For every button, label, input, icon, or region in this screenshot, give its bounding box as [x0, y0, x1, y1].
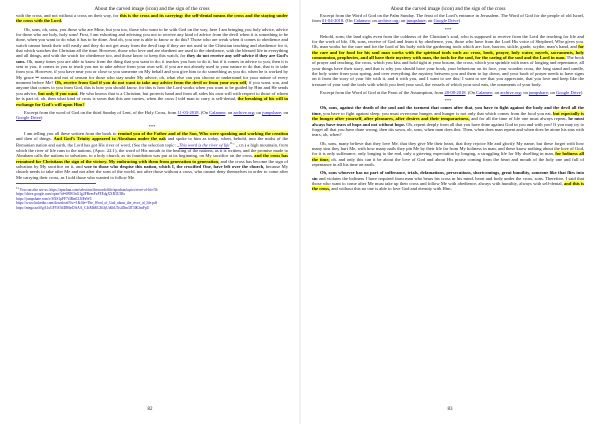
- right-paragraph-2: Behold, sons; the land sighs even from the coldness of the Christian’s soul, who is supposed to receive from the Lord the teaching for life and for the work of life. Oh, sons, receive of God and learn it by obedience, you, those who have from the Lord His voice of Shepherd, Who gives you. Oh, man works for the care and for the food of his body with the gardening tools which are: hoe, harrow, sickle, grade, scythe, man’s hand, and for the care and for food for his soul man works with the spiritual tools such as: cross, book, prayer, holy water, myrrh, sacraments, holy communion, prophecies, and all have their mystery with man, the tools for the soul, for the caring of the soul and the Lord in man. The book of prayer and teaching, the cross, which you kiss and hold tight at your bosom, the cross, which you sprinkle with tears of longing and repentance, all your things have their story, and that is why you should have your book, your behaviour on its face, your wooden cross, the long stand and candle, the holy water from your spring, and over everything the mystery between you and them to lay down, and your book of prayer needs to have signs on it from the story of your life with it, and it with you, and I want to see this; I want to see that you appreciate, that you love and keep like the treasure of your soul the tools with which you feed your soul, the vessels of which your soul eats, the ornaments of your body.: [312, 33, 584, 87]
- jumpshare-link[interactable]: jumpshare: [262, 109, 282, 115]
- left-excerpt-source: Excerpt from the word of God on the third Sunday of Lent, of the Holy Cross, from 11-03-2018. (On Calameo; on archive.org; on jumpshare; on Google Drive): [16, 109, 288, 121]
- highlight: and the cross has remained for Christians the sign of the victory. My embracing with them from generation to generation,: [16, 153, 288, 164]
- right-page-number: 83: [447, 407, 453, 412]
- jumpshare-link[interactable]: jumpshare: [406, 18, 426, 24]
- footnote-item[interactable]: https://drive.google.com/open?id=0BW3nG1g2FReesFxFEEdgXXR3U3Rs: [16, 192, 126, 197]
- highlight: and this is the cross,: [312, 180, 584, 192]
- jumpshare-link[interactable]: jumpshare: [528, 90, 548, 96]
- left-running-header: About the carved image (icon) and the sign of the cross: [94, 6, 210, 12]
- highlight: but only if you want.: [38, 90, 79, 96]
- google-drive-link[interactable]: Google Drive: [16, 115, 41, 121]
- footnote-item[interactable]: https://jumpshare.com/v/SXS1pFF7t3RmCIJ4PaW6: [16, 196, 92, 201]
- footnote-item[interactable]: https://mega.nz/#!gA1xGFYA!bIDR6eDAAA_C4fMbRCZ63jUtKhUXs4Dm3lT3lK3mFpU: [16, 205, 150, 210]
- right-page: [300, 0, 600, 424]
- right-paragraph-4: Oh, sons, against the death of the soul and the torment that comes after that, you have to fight against the body and the devil all the time, you have to fight against sleep, you must overcome hunger, and hunger is not only that which comes from the food you eat, but especially is the hunger after yourself, after pleasures, after desires and their temporariness, and for all the time of life one must always repent, he must always have tears of hope and not without hope. Oh, repent deeply from all that you have done against God in you and with you! If you may try to forget all that you have done wrong, then itis sown, oh, sons, when man does this. Then, when does man repent and when does he atone his sins with tears, oh, when?: [312, 105, 584, 138]
- left-paragraph-4: I am telling you all these written from the book to remind you of the Father and of the Son, Who were speaking and working the creation and then of things. And God’s Trinity appeared to Abraham under the oak and spoke to him as today, when, behold, into the midst of the Romanian nation and earth, the Lord has got His river of word, (See the selection topic: „This word is the river of life$^{11}$” „ r.n.) a high mountain, from which the river of life runs to the nations, (Apoc. 22:1), the word of His mouth to the healing of the nations, as it is written, and the promise made to Abraham calls the nations to salvation, to a holy church, as its foundation was put at its beginning, on My sacrifice on the cross, and the cross has remained for Christians the sign of the victory. My embracing with them from generation to generation, and the cross has become the sign of salvation by My sacrifice on it, and woe to those who despise this nation, which I, the crucified One, have left over the church, because My church needs to take after Me and not after the sons of the world, not after those without a cross, who cannot deny themselves in order to come after Me carrying their cross, as I told those who wanted to follow Me.: [16, 130, 288, 180]
- highlight: for holiness all the time,: [312, 151, 584, 162]
- footnote-item[interactable]: https://www.linkedin.com/download?fw=1&file=The_Word_of_God_about_the_river_of_life.pdf: [16, 201, 157, 206]
- footnote-item[interactable]: $^{11}$ You can also see us: https://apachan.com/selection/thewordoflife/apachan/topics/river-of-life/56: [16, 185, 158, 192]
- right-excerpt-source-2: Excerpt from the Word of God at the Feast of the Assumption, from 28-08-2018. (On Calameo; on archive.org; on jumpshare; on Google Drive): [320, 90, 583, 96]
- left-body-text: [16, 13, 288, 180]
- date-link[interactable]: 11-03-2018: [177, 109, 199, 115]
- date-link[interactable]: 01-04-2018: [321, 18, 344, 24]
- google-drive-link[interactable]: Google Drive: [433, 18, 459, 24]
- topic-link[interactable]: This word is the river of life: [178, 142, 230, 148]
- footnote-ref[interactable]: 11: [229, 141, 233, 146]
- calameo-link[interactable]: Calameo: [476, 90, 493, 96]
- highlight: And God’s Trinity appeared to Abraham under the oak: [53, 135, 166, 141]
- highlight: for the care and for food for his soul man works with the spiritual tools such as: cross, book, prayer, holy water, myrrh, sacraments, holy communion, prophecies, and all have their mystery with man, the tools for the soul, for the caring of the soul and the Lord in man.: [312, 44, 584, 61]
- highlight: this is the cross and its carrying: the self-denial means the cross and the staying under the cross with the Lord.: [16, 13, 288, 24]
- left-paragraph-2: Oh, sons, oh, sons, you those who are Mine, but you too, those who want to be with God on the way, here I am bringing you holy advice, advice for those who are holy, holy sons! First, I am exhorting and advising you not to receive any kind of advice from the devil when it is something to be done, when you want to do what it has to be done. And oh, you one is able to know or do this? Those who are weak when it comes to obedience and watch cannot break their will easily and they do not get away from the devil trap if they are not used to the Christian teaching and obedience for it, that which watches the Christian all the time. However, those who love and are obedient are used to the obedience, with the blessed life in everything and all things, and with the watch for obedience too, and those know to keep this watch, for they do not receive any self-advice if they are God’s sons. Oh, many times you are able to know from the thing that you want to do; it teaches you how to do it, but if it comes in advice to you, then it is sent to you, it comes to you to teach you not to take advice from your own self, if you are not already used to your nature to do that, that is to take from you. However, if you have near you or close to you someone on My behalf and you give him to do something as you do, when he is worked by My grace ⇒ season and not of season for those who stay under My advice, oh, what else can you choose or understand for your nature of every moment before Me? Oh, receive from God if you do not want to take any advice from the devil or from your own self, if you want, son, and anyone that comes to you from God, this is how you should know, for this is how the Lord works when you want to be guided by Him and He sends you advice, but only if you want. He who knows that is a Christian, but protects hand and from all sides his own will with respect to those of whom he is part of, oh, then what kind of cross is sown that this one carries, when the cross I told man to carry is self-denial, the breaking of his will in exchange for God’s will upon Him?: [16, 26, 288, 107]
- archive-org-link[interactable]: archive.org: [500, 90, 521, 96]
- google-drive-link[interactable]: Google Drive: [555, 90, 581, 96]
- section-separator: ***: [444, 98, 452, 104]
- highlight: remind you of the Father and of the Son, Who were speaking and working the creation: [117, 130, 288, 136]
- right-paragraph-5: Oh, sons, many believe that they love Me, that they give Me their heart, that they rejoice Me and glorify My name, but these forget with how many sins they hurt Me, with how many nails they pin Me by their life far from My holiness in man, and these know nothing about the love of God, for it is only sufferance, only longing to the end, only a grieving expectation by longing, a struggling life for My dwelling in man, for holiness all the time, oh, and only this can it be about the love of God and about His praise coming from the heart and mouth of the holy one and full of repentance in all his time on earth.: [312, 140, 584, 167]
- section-separator: ***: [148, 123, 156, 129]
- footnote-rule: [16, 183, 96, 184]
- left-page-number: 82: [147, 407, 153, 412]
- highlight: the breaking of his will in exchange for God’s will upon Him?: [16, 96, 288, 107]
- calameo-link[interactable]: Calameo: [353, 18, 370, 24]
- section-separator: ***: [444, 26, 452, 32]
- left-paragraph-1: with the cross, and not without a cross on their way, for this is the cross and its carrying: the self-denial means the cross and the staying under the cross with the Lord.: [16, 13, 288, 24]
- archive-org-link[interactable]: archive.org: [377, 18, 399, 24]
- right-body-text: [312, 13, 584, 192]
- right-paragraph-6: Oh, sons whoever has no part of sufferance, trials, defamations, persecutions, shortcomings, great humility, someone like that flies into sin and violates the holiness I have required from man who bears his cross in his mind, heart and body under the cross, sons. Therefore, I said that those who want to come after Me must take up their cross and follow Me with obedience, always with humility, always with self-denial, and this is the cross, and without this no one is able to love God and eternity with Him.: [312, 170, 584, 192]
- highlight: but especially is the hunger after yourself, after pleasures, after desires and their temporariness,: [312, 110, 584, 122]
- right-running-header: About the carved image (icon) and the sign of the cross: [390, 6, 506, 12]
- date-link[interactable]: 28-08-2018: [444, 90, 466, 96]
- footnotes: [16, 186, 288, 210]
- archive-org-link[interactable]: archive.org: [233, 109, 254, 115]
- right-excerpt-source-1: Excerpt from the Word of God on the Palm Sunday. The feast of the Lord’s entrance in Jerusalem. The Word of God for the people of old Israel, from 01-04-2018. (On Calameo; on archive.org; on jumpshare; on Google Drive): [312, 13, 584, 24]
- highlight: Oh, receive from God if you do not want to take any advice from the devil or from your own self,: [54, 80, 248, 86]
- calameo-link[interactable]: Calameo: [209, 109, 226, 115]
